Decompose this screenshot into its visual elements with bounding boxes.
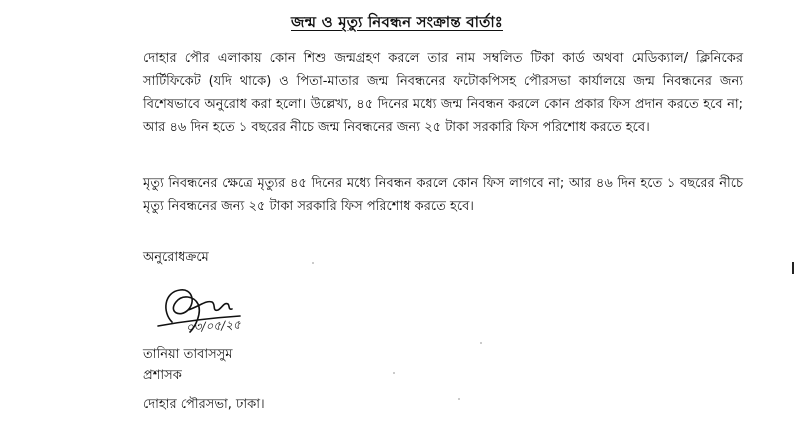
signer-title: প্রশাসক [143, 368, 182, 383]
scan-speck [393, 372, 395, 374]
death-registration-paragraph: মৃত্যু নিবন্ধনের ক্ষেত্রে মৃত্যুর ৪৫ দিনের মধ্যে নিবন্ধন করলে কোন ফিস লাগবে না; আর ৪৬ দিন হতে ১ বছরের নীচে মৃত্যু নিবন্ধনের জন্য ২৫ টাকা সরকারি ফিস পরিশোধ করতে হবে। [143, 176, 743, 214]
birth-registration-paragraph: দোহার পৌর এলাকায় কোন শিশু জন্মগ্রহণ করলে তার নাম সম্বলিত টিকা কার্ড অথবা মেডিক্যাল/ ক্লিনিকের সার্টিফিকেট (যদি থাকে) ও পিতা-মাতার জন্ম নিবন্ধনের ফটোকপিসহ পৌরসভা কার্যালয়ে জন্ম নিবন্ধনের জন্য বিশেষভাবে অনুরোধ করা হলো। উল্লেখ্য, ৪৫ দিনের মধ্যে জন্ম নিবন্ধন করলে কোন প্রকার ফিস প্রদান করতে হবে না; আর ৪৬ দিন হতে ১ বছরের নীচে জন্ম নিবন্ধনের জন্য ২৫ টাকা সরকারি ফিস পরিশোধ করতে হবে। [143, 51, 743, 135]
scan-speck [458, 398, 460, 400]
notice-title [0, 11, 794, 36]
scan-speck [480, 342, 482, 344]
scan-speck [312, 262, 314, 264]
notice-title-text: জন্ম ও মৃত্যু নিবন্ধন সংক্রান্ত বার্তাঃ [291, 13, 503, 31]
signature-date: ০৩/০৫/২৫ [185, 317, 242, 335]
signer-organization: দোহার পৌরসভা, ঢাকা। [143, 397, 265, 412]
closing-phrase: অনুরোধক্রমে [143, 250, 209, 265]
signer-name: তানিয়া তাবাসসুম [143, 347, 233, 362]
